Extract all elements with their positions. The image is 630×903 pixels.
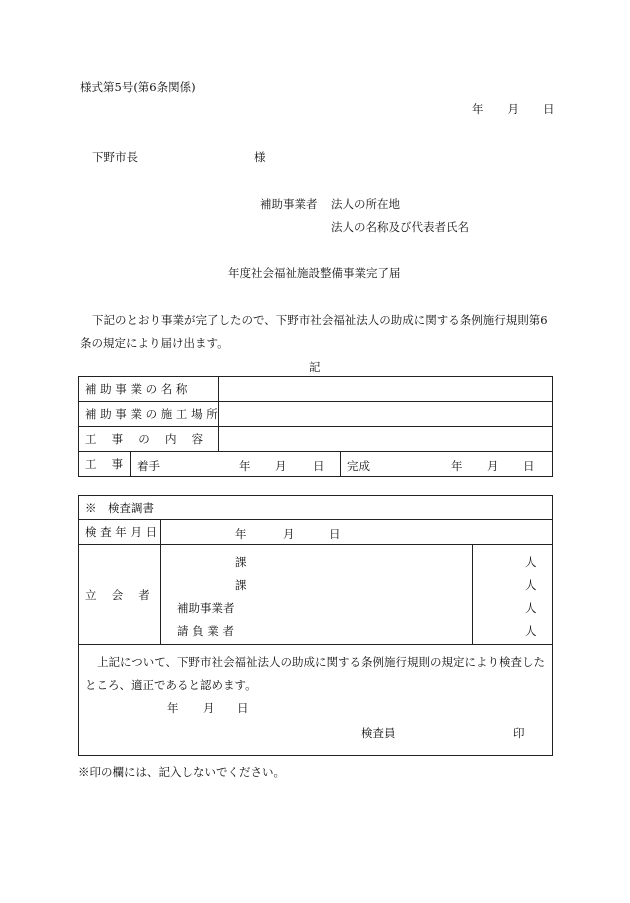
body-line-2: 条の規定により届け出ます。 xyxy=(80,336,229,350)
inspection-header: ※ 検査調書 xyxy=(79,496,553,520)
work-content-label: 工 事 の 内 容 xyxy=(79,427,219,452)
addressee-name: 下野市長 xyxy=(92,150,138,164)
project-table xyxy=(78,376,553,452)
date-day: 日 xyxy=(543,102,555,116)
confirm-line-1: 上記について、下野市社会福祉法人の助成に関する条例施行規則の規定により検査した xyxy=(97,655,546,669)
count-nin-3: 人 xyxy=(525,601,537,615)
start-day: 日 xyxy=(313,459,325,473)
start-year: 年 xyxy=(239,459,251,473)
attendee-ukeoi: 請 負 業 者 xyxy=(177,624,234,638)
complete-day: 日 xyxy=(523,459,535,473)
start-cell[interactable] xyxy=(131,452,341,477)
applicant-name-label: 法人の名称及び代表者氏名 xyxy=(331,220,469,234)
work-label: 工 事 xyxy=(79,452,131,477)
attendee-ka-1: 課 xyxy=(235,555,247,569)
confirm-year: 年 xyxy=(167,701,179,715)
inspection-date-label: 検 査 年 月 日 xyxy=(79,520,161,545)
applicant-address-label: 法人の所在地 xyxy=(331,197,400,211)
body-line-1: 下記のとおり事業が完了したので、下野市社会福祉法人の助成に関する条例施行規則第6 xyxy=(92,313,548,327)
date-year: 年 xyxy=(472,102,484,116)
inspection-table xyxy=(78,495,553,756)
footnote: ※印の欄には、記入しないでください。 xyxy=(78,765,285,779)
inspection-day: 日 xyxy=(329,527,341,541)
inspection-month: 月 xyxy=(283,527,295,541)
count-nin-1: 人 xyxy=(525,555,537,569)
start-month: 月 xyxy=(275,459,287,473)
confirm-day: 日 xyxy=(237,701,249,715)
count-nin-2: 人 xyxy=(525,578,537,592)
attendee-hojo: 補助事業者 xyxy=(177,601,235,615)
date-month: 月 xyxy=(507,102,519,116)
attendee-count-cell[interactable] xyxy=(473,545,553,645)
confirmation-cell xyxy=(79,645,553,756)
complete-cell[interactable] xyxy=(341,452,553,477)
attendees-label: 立 会 者 xyxy=(79,545,161,645)
start-label: 着手 xyxy=(137,459,160,473)
document-title: 年度社会福祉施設整備事業完了届 xyxy=(228,266,401,280)
form-number: 様式第5号(第6条関係) xyxy=(80,80,196,94)
project-site-value[interactable] xyxy=(219,402,553,427)
date-line xyxy=(472,101,555,117)
attendee-ka-2: 課 xyxy=(235,578,247,592)
confirm-month: 月 xyxy=(203,701,215,715)
seal-mark: 印 xyxy=(513,726,525,740)
complete-month: 月 xyxy=(487,459,499,473)
addressee-honorific: 様 xyxy=(254,150,266,164)
project-name-value[interactable] xyxy=(219,377,553,402)
work-period-table xyxy=(78,451,553,477)
attendees-cell[interactable] xyxy=(161,545,473,645)
confirm-line-2: ところ、適正であると認めます。 xyxy=(85,678,257,692)
count-nin-4: 人 xyxy=(525,624,537,638)
inspection-year: 年 xyxy=(235,527,247,541)
applicant-label: 補助事業者 xyxy=(260,197,318,211)
inspector-label: 検査員 xyxy=(361,726,396,740)
complete-label: 完成 xyxy=(347,459,370,473)
inspection-date-cell[interactable] xyxy=(161,520,553,545)
project-site-label: 補 助 事 業 の 施 工 場 所 xyxy=(79,402,219,427)
complete-year: 年 xyxy=(451,459,463,473)
ki-label: 記 xyxy=(309,360,321,374)
project-name-label: 補 助 事 業 の 名 称 xyxy=(79,377,219,402)
work-content-value[interactable] xyxy=(219,427,553,452)
